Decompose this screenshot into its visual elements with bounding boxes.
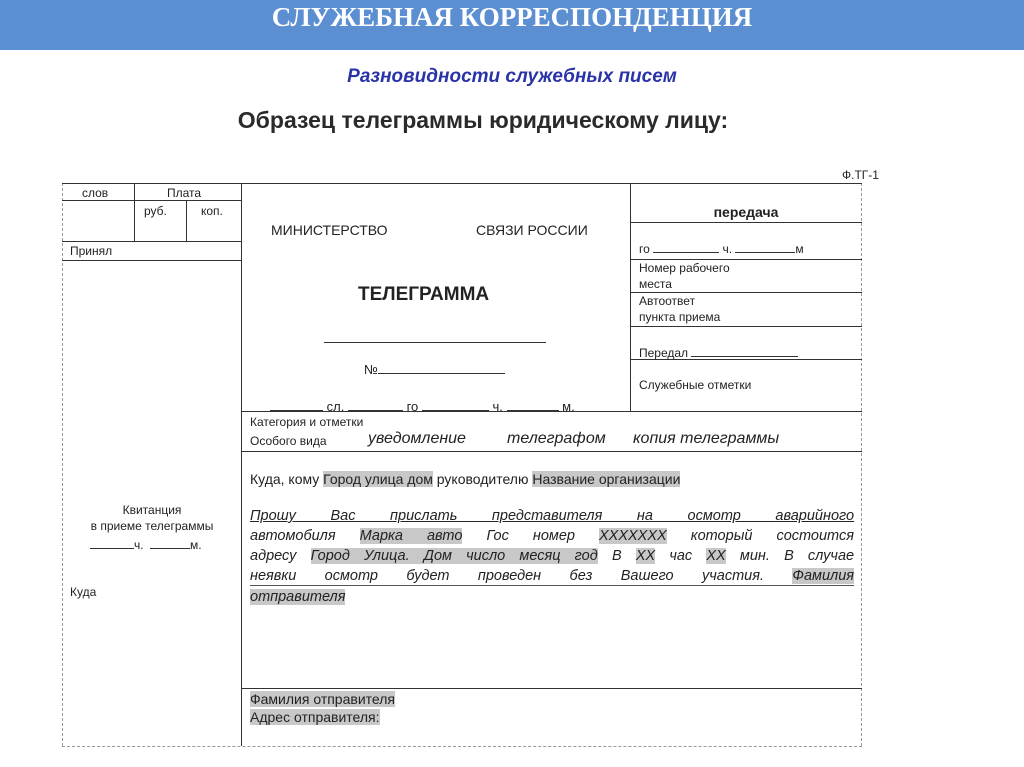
body-line-2: автомобиля Марка авто Гос номер ХХХХХХХ который состоится: [250, 528, 854, 544]
receipt-time: ч. м.: [90, 536, 202, 552]
autoreply-label-2: пункта приема: [639, 310, 721, 324]
workplace-label-1: Номер рабочего: [639, 261, 730, 275]
form-code: Ф.ТГ-1: [842, 168, 879, 182]
sender-address: Адрес отправителя:: [250, 709, 380, 725]
where-label: Куда: [70, 585, 97, 599]
body-line-3: адресу Город Улица. Дом число месяц год В ХХ час ХХ мин. В случае: [250, 548, 855, 564]
category-copy: копия телеграммы: [633, 430, 780, 447]
subtitle: Разновидности служебных писем: [347, 66, 677, 87]
rub-label: руб.: [144, 204, 167, 218]
transfer-label: передача: [713, 204, 779, 220]
kop-label: коп.: [201, 204, 223, 218]
ministry-label-2: СВЯЗИ РОССИИ: [476, 222, 588, 238]
body-line-4: неявки осмотр будет проведен без Вашего участия. Фамилия: [250, 568, 855, 584]
body-line-5: отправителя: [250, 589, 346, 605]
category-by-telegraph: телеграфом: [507, 430, 606, 447]
date-time-field: сл. го ч. м.: [270, 398, 575, 414]
telegram-title: ТЕЛЕГРАММА: [358, 284, 490, 305]
passed-field: Передал: [639, 344, 798, 360]
address-line: Куда, кому Город улица дом руководителю Название организации: [250, 471, 681, 487]
received-label: Принял: [70, 244, 113, 258]
category-label-1: Категория и отметки: [250, 415, 364, 429]
sender-name: Фамилия отправителя: [250, 691, 395, 707]
category-label-2: Особого вида: [250, 434, 327, 448]
autoreply-label-1: Автоответ: [639, 294, 696, 308]
category-notify: уведомление: [368, 430, 466, 447]
body-line-1: Прошу Вас прислать представителя на осмотр аварийного: [250, 508, 855, 524]
receipt-subtitle: в приеме телеграммы: [90, 519, 214, 533]
organization-name: Название организации: [532, 471, 681, 487]
payment-label: Плата: [167, 186, 202, 200]
heading: Образец телеграммы юридическому лицу:: [237, 107, 729, 133]
address-value: Город улица дом: [323, 471, 433, 487]
transfer-time: го ч. м: [639, 242, 804, 256]
ministry-label: МИНИСТЕРСТВО: [271, 222, 388, 238]
number-field: №: [364, 361, 505, 377]
service-marks-label: Служебные отметки: [639, 378, 752, 392]
page-title: СЛУЖЕБНАЯ КОРРЕСПОНДЕНЦИЯ: [271, 2, 753, 32]
words-label: слов: [82, 186, 109, 200]
receipt-title: Квитанция: [122, 503, 182, 517]
workplace-label-2: места: [639, 277, 672, 291]
